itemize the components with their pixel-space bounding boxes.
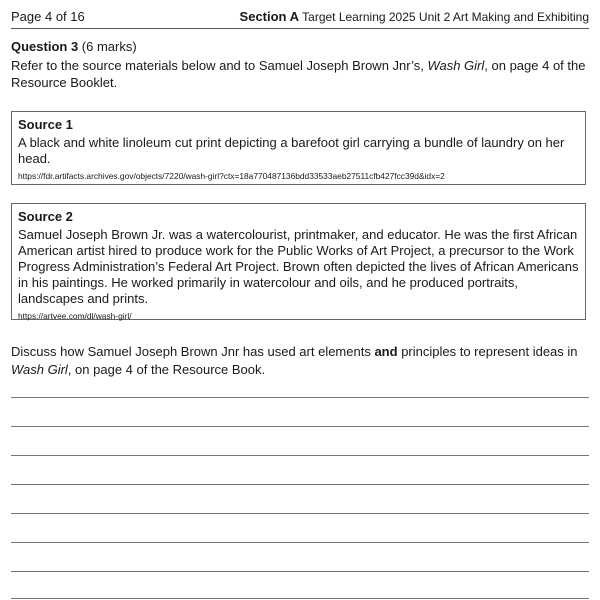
- source-1-title: Source 1: [18, 117, 73, 132]
- prompt-text-1: Discuss how Samuel Joseph Brown Jnr has used art elements: [11, 344, 375, 359]
- source-1-box: [11, 111, 586, 185]
- answer-line[interactable]: [11, 513, 589, 514]
- answer-line[interactable]: [11, 397, 589, 398]
- source-1-url: https://fdr.artifacts.archives.gov/objects/7220/wash-girl?ctx=18a770487136bdd33533aeb27511cfb427fcc39d&idx=2: [18, 171, 445, 181]
- discussion-prompt: [11, 343, 589, 379]
- answer-line[interactable]: [11, 542, 589, 543]
- answer-line[interactable]: [11, 484, 589, 485]
- prompt-text-3: , on page 4 of the Resource Book.: [67, 362, 266, 377]
- answer-line[interactable]: [11, 455, 589, 456]
- question-marks: (6 marks): [78, 39, 137, 54]
- page-header: [11, 8, 589, 29]
- source-2-title: Source 2: [18, 209, 73, 224]
- instructions-text: Refer to the source materials below and to Samuel Joseph Brown Jnr’s,: [11, 58, 428, 73]
- instructions-text-end: , on page 4 of the Resource Booklet.: [11, 58, 586, 90]
- answer-line[interactable]: [11, 426, 589, 427]
- source-2-url: https://artvee.com/dl/wash-girl/: [18, 311, 132, 321]
- source-1-description: A black and white linoleum cut print depicting a barefoot girl carrying a bundle of laundry on her head.: [18, 135, 565, 166]
- question-instructions: [11, 57, 589, 91]
- answer-line[interactable]: [11, 598, 589, 599]
- prompt-artwork-title: Wash Girl: [11, 362, 68, 377]
- prompt-text-2: principles to represent ideas in: [397, 344, 578, 359]
- page-number: Page 4 of 16: [11, 9, 85, 24]
- source-2-box: [11, 203, 586, 320]
- section-title: [240, 8, 589, 26]
- answer-line[interactable]: [11, 571, 589, 572]
- question-number: Question 3: [11, 39, 79, 54]
- question-heading: [11, 38, 137, 56]
- artwork-title: Wash Girl: [427, 58, 485, 73]
- course-title: Target Learning 2025 Unit 2 Art Making and Exhibiting: [299, 10, 589, 24]
- source-2-description: Samuel Joseph Brown Jr. was a watercolourist, printmaker, and educator. He was the first African American artist hired to produce work for the Public Works of Art Project, a precursor to the Work Progress Administration’s Federal Art Project. Brown often depicted the lives of African Americans in his paintings. He worked primarily in watercolour and oils, and he produced portraits, landscapes and prints.: [18, 227, 579, 306]
- prompt-bold-word: and: [374, 344, 398, 359]
- section-label: Section A: [239, 9, 300, 24]
